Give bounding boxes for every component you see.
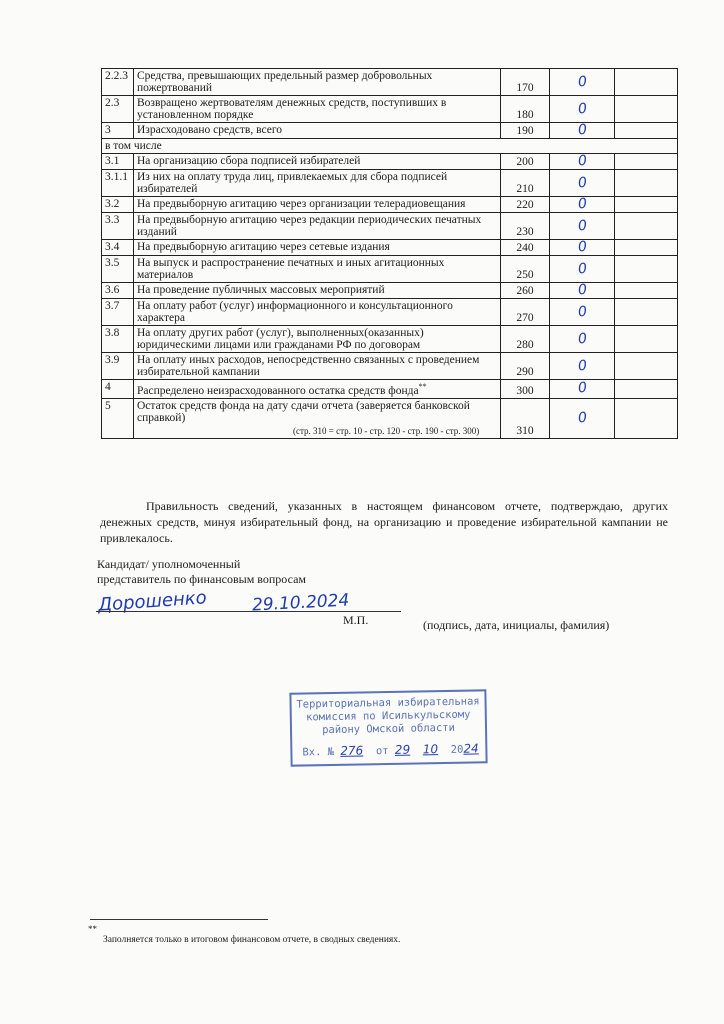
row-number: 2.2.3 xyxy=(102,69,134,96)
row-amount xyxy=(550,240,615,256)
row-number: 3.3 xyxy=(102,213,134,240)
row-section-label: в том числе xyxy=(102,139,678,154)
stamp-line1: Территориальная избирательная xyxy=(296,695,480,711)
footnote-mark: ** xyxy=(88,924,97,934)
row-number: 3 xyxy=(102,123,134,139)
row-code: 300 xyxy=(501,380,550,399)
table-row xyxy=(102,139,678,154)
seal-place-label: М.П. xyxy=(343,613,369,627)
table-row xyxy=(102,69,678,96)
row-remark-cell xyxy=(615,170,678,197)
table-row xyxy=(102,170,678,197)
row-description xyxy=(134,240,501,256)
registration-stamp xyxy=(289,689,487,766)
stamp-reg-month: 10 xyxy=(422,742,439,757)
row-description-text: Остаток средств фонда на дату сдачи отчета (заверяется банковской справкой) xyxy=(137,399,470,424)
row-amount xyxy=(550,380,615,399)
handwritten-amount: 0 xyxy=(576,100,588,117)
stamp-line3: району Омской области xyxy=(322,721,455,737)
row-amount xyxy=(550,256,615,283)
row-code: 170 xyxy=(501,69,550,96)
row-code: 200 xyxy=(501,154,550,170)
row-description xyxy=(134,283,501,299)
handwritten-amount: 0 xyxy=(576,121,588,139)
row-remark-cell xyxy=(615,326,678,353)
row-amount xyxy=(550,69,615,96)
row-remark-cell xyxy=(615,256,678,283)
row-description-text: Возвращено жертвователям денежных средств, поступивших в установленном порядке xyxy=(137,97,447,121)
row-amount xyxy=(550,96,615,123)
row-code: 180 xyxy=(501,96,550,123)
row-code: 310 xyxy=(501,398,550,438)
row-description-text: Распределено неизрасходованного остатка средств фонда xyxy=(137,384,419,397)
stamp-reg-day: 29 xyxy=(394,742,411,757)
row-amount xyxy=(550,398,615,438)
row-code: 190 xyxy=(501,123,550,139)
signature-name: Дорошенко xyxy=(97,587,208,616)
stamp-reg-year-suffix: 24 xyxy=(463,741,479,756)
row-description xyxy=(134,380,501,399)
row-amount xyxy=(550,213,615,240)
table-row xyxy=(102,197,678,213)
row-description xyxy=(134,123,501,139)
row-description xyxy=(134,326,501,353)
row-amount xyxy=(550,123,615,139)
row-amount xyxy=(550,283,615,299)
handwritten-amount: 0 xyxy=(576,379,588,397)
row-code: 220 xyxy=(501,197,550,213)
row-description-text: На выпуск и распространение печатных и иных агитационных материалов xyxy=(137,257,445,281)
stamp-reg-number: 276 xyxy=(340,743,364,758)
table-row xyxy=(102,380,678,399)
table-row xyxy=(102,398,678,438)
handwritten-amount: 0 xyxy=(576,174,588,191)
row-code: 210 xyxy=(501,170,550,197)
table-row xyxy=(102,154,678,170)
row-code: 290 xyxy=(501,353,550,380)
table-row xyxy=(102,353,678,380)
row-description xyxy=(134,299,501,326)
row-remark-cell xyxy=(615,240,678,256)
table-row xyxy=(102,326,678,353)
row-footnote-mark: ** xyxy=(418,382,427,391)
table-row xyxy=(102,213,678,240)
row-number: 3.9 xyxy=(102,353,134,380)
table-row xyxy=(102,240,678,256)
handwritten-signature xyxy=(96,587,426,617)
confirmation-paragraph: Правильность сведений, указанных в настоящем финансовом отчете, подтверждаю, других денежных средств, минуя избирательный фонд, на организацию и проведение избирательной кампании не привлекалось. xyxy=(100,499,668,545)
row-number: 3.4 xyxy=(102,240,134,256)
row-description-text: На предвыборную агитацию через организации телерадиовещания xyxy=(137,198,466,210)
row-description-text: На организацию сбора подписей избирателей xyxy=(137,155,361,167)
row-remark-cell xyxy=(615,353,678,380)
stamp-reg-from: от xyxy=(375,745,389,758)
row-code: 250 xyxy=(501,256,550,283)
footnote-divider xyxy=(90,919,268,920)
row-code: 230 xyxy=(501,213,550,240)
handwritten-amount: 0 xyxy=(576,281,588,299)
table-row xyxy=(102,299,678,326)
table-row xyxy=(102,283,678,299)
row-description xyxy=(134,213,501,240)
footnote-text: Заполняется только в итоговом финансовом отчете, в сводных сведениях. xyxy=(103,935,401,945)
row-amount xyxy=(550,353,615,380)
row-number: 3.5 xyxy=(102,256,134,283)
row-description xyxy=(134,154,501,170)
row-remark-cell xyxy=(615,213,678,240)
row-number: 3.1 xyxy=(102,154,134,170)
row-amount xyxy=(550,326,615,353)
row-description-text: На предвыборную агитацию через сетевые издания xyxy=(137,241,390,253)
handwritten-amount: 0 xyxy=(576,357,588,374)
row-description xyxy=(134,69,501,96)
stamp-line2: комиссия по Исилькульскому xyxy=(306,708,471,724)
row-remark-cell xyxy=(615,96,678,123)
row-amount xyxy=(550,197,615,213)
row-code: 270 xyxy=(501,299,550,326)
row-description-text: На оплату иных расходов, непосредственно связанных с проведением избирательной кампании xyxy=(137,354,480,378)
row-remark-cell xyxy=(615,154,678,170)
row-number: 4 xyxy=(102,380,134,399)
row-description xyxy=(134,256,501,283)
row-code: 260 xyxy=(501,283,550,299)
row-description-text: На оплату других работ (услуг), выполненных(оказанных) юридическими лицами или гражданами РФ по договорам xyxy=(137,327,424,351)
row-description-text: Из них на оплату труда лиц, привлекаемых для сбора подписей избирателей xyxy=(137,171,448,195)
row-amount xyxy=(550,299,615,326)
row-description-text: На оплату работ (услуг) информационного и консультационного характера xyxy=(137,300,453,324)
stamp-reg-prefix: Вх. № xyxy=(302,745,335,759)
handwritten-amount: 0 xyxy=(576,260,588,277)
row-description-text: На предвыборную агитацию через редакции периодических печатных изданий xyxy=(137,214,482,238)
row-number: 3.6 xyxy=(102,283,134,299)
row-number: 3.2 xyxy=(102,197,134,213)
row-description xyxy=(134,197,501,213)
row-number: 3.8 xyxy=(102,326,134,353)
row-remark-cell xyxy=(615,380,678,399)
row-number: 2.3 xyxy=(102,96,134,123)
financial-report-table xyxy=(101,68,678,439)
signature-caption: (подпись, дата, инициалы, фамилия) xyxy=(423,618,610,632)
row-code: 240 xyxy=(501,240,550,256)
row-remark-cell xyxy=(615,69,678,96)
signature-line xyxy=(96,611,401,612)
row-description xyxy=(134,96,501,123)
row-remark-cell xyxy=(615,123,678,139)
handwritten-amount: 0 xyxy=(576,238,588,256)
handwritten-amount: 0 xyxy=(576,217,588,234)
row-amount xyxy=(550,154,615,170)
row-number: 5 xyxy=(102,398,134,438)
table-row xyxy=(102,123,678,139)
table-row xyxy=(102,256,678,283)
stamp-registration-line xyxy=(292,742,485,759)
row-number: 3.1.1 xyxy=(102,170,134,197)
table-row xyxy=(102,96,678,123)
row-amount xyxy=(550,170,615,197)
row-remark-cell xyxy=(615,197,678,213)
row-description-text: Средства, превышающих предельный размер добровольных пожертвований xyxy=(137,70,433,94)
candidate-label-line2: представитель по финансовым вопросам xyxy=(97,572,306,586)
handwritten-amount: 0 xyxy=(576,303,588,320)
candidate-label-line1: Кандидат/ уполномоченный xyxy=(97,557,241,571)
stamp-reg-year-prefix: 20 xyxy=(450,743,464,756)
row-remark-cell xyxy=(615,299,678,326)
row-description xyxy=(134,170,501,197)
signature-date: 29.10.2024 xyxy=(251,590,350,616)
row-description-text: Израсходовано средств, всего xyxy=(137,124,283,136)
row-description-text: На проведение публичных массовых мероприятий xyxy=(137,284,385,296)
row-number: 3.7 xyxy=(102,299,134,326)
row-remark-cell xyxy=(615,398,678,438)
handwritten-amount: 0 xyxy=(576,409,588,427)
row-description xyxy=(134,353,501,380)
candidate-label xyxy=(97,557,306,587)
row-remark-cell xyxy=(615,283,678,299)
handwritten-amount: 0 xyxy=(576,152,588,170)
handwritten-amount: 0 xyxy=(576,330,588,347)
handwritten-amount: 0 xyxy=(576,195,588,213)
row-description xyxy=(134,398,501,438)
handwritten-amount: 0 xyxy=(576,73,588,90)
row-code: 280 xyxy=(501,326,550,353)
row-formula-note: (стр. 310 = стр. 10 - стр. 120 - стр. 190 - стр. 300) xyxy=(293,425,480,436)
